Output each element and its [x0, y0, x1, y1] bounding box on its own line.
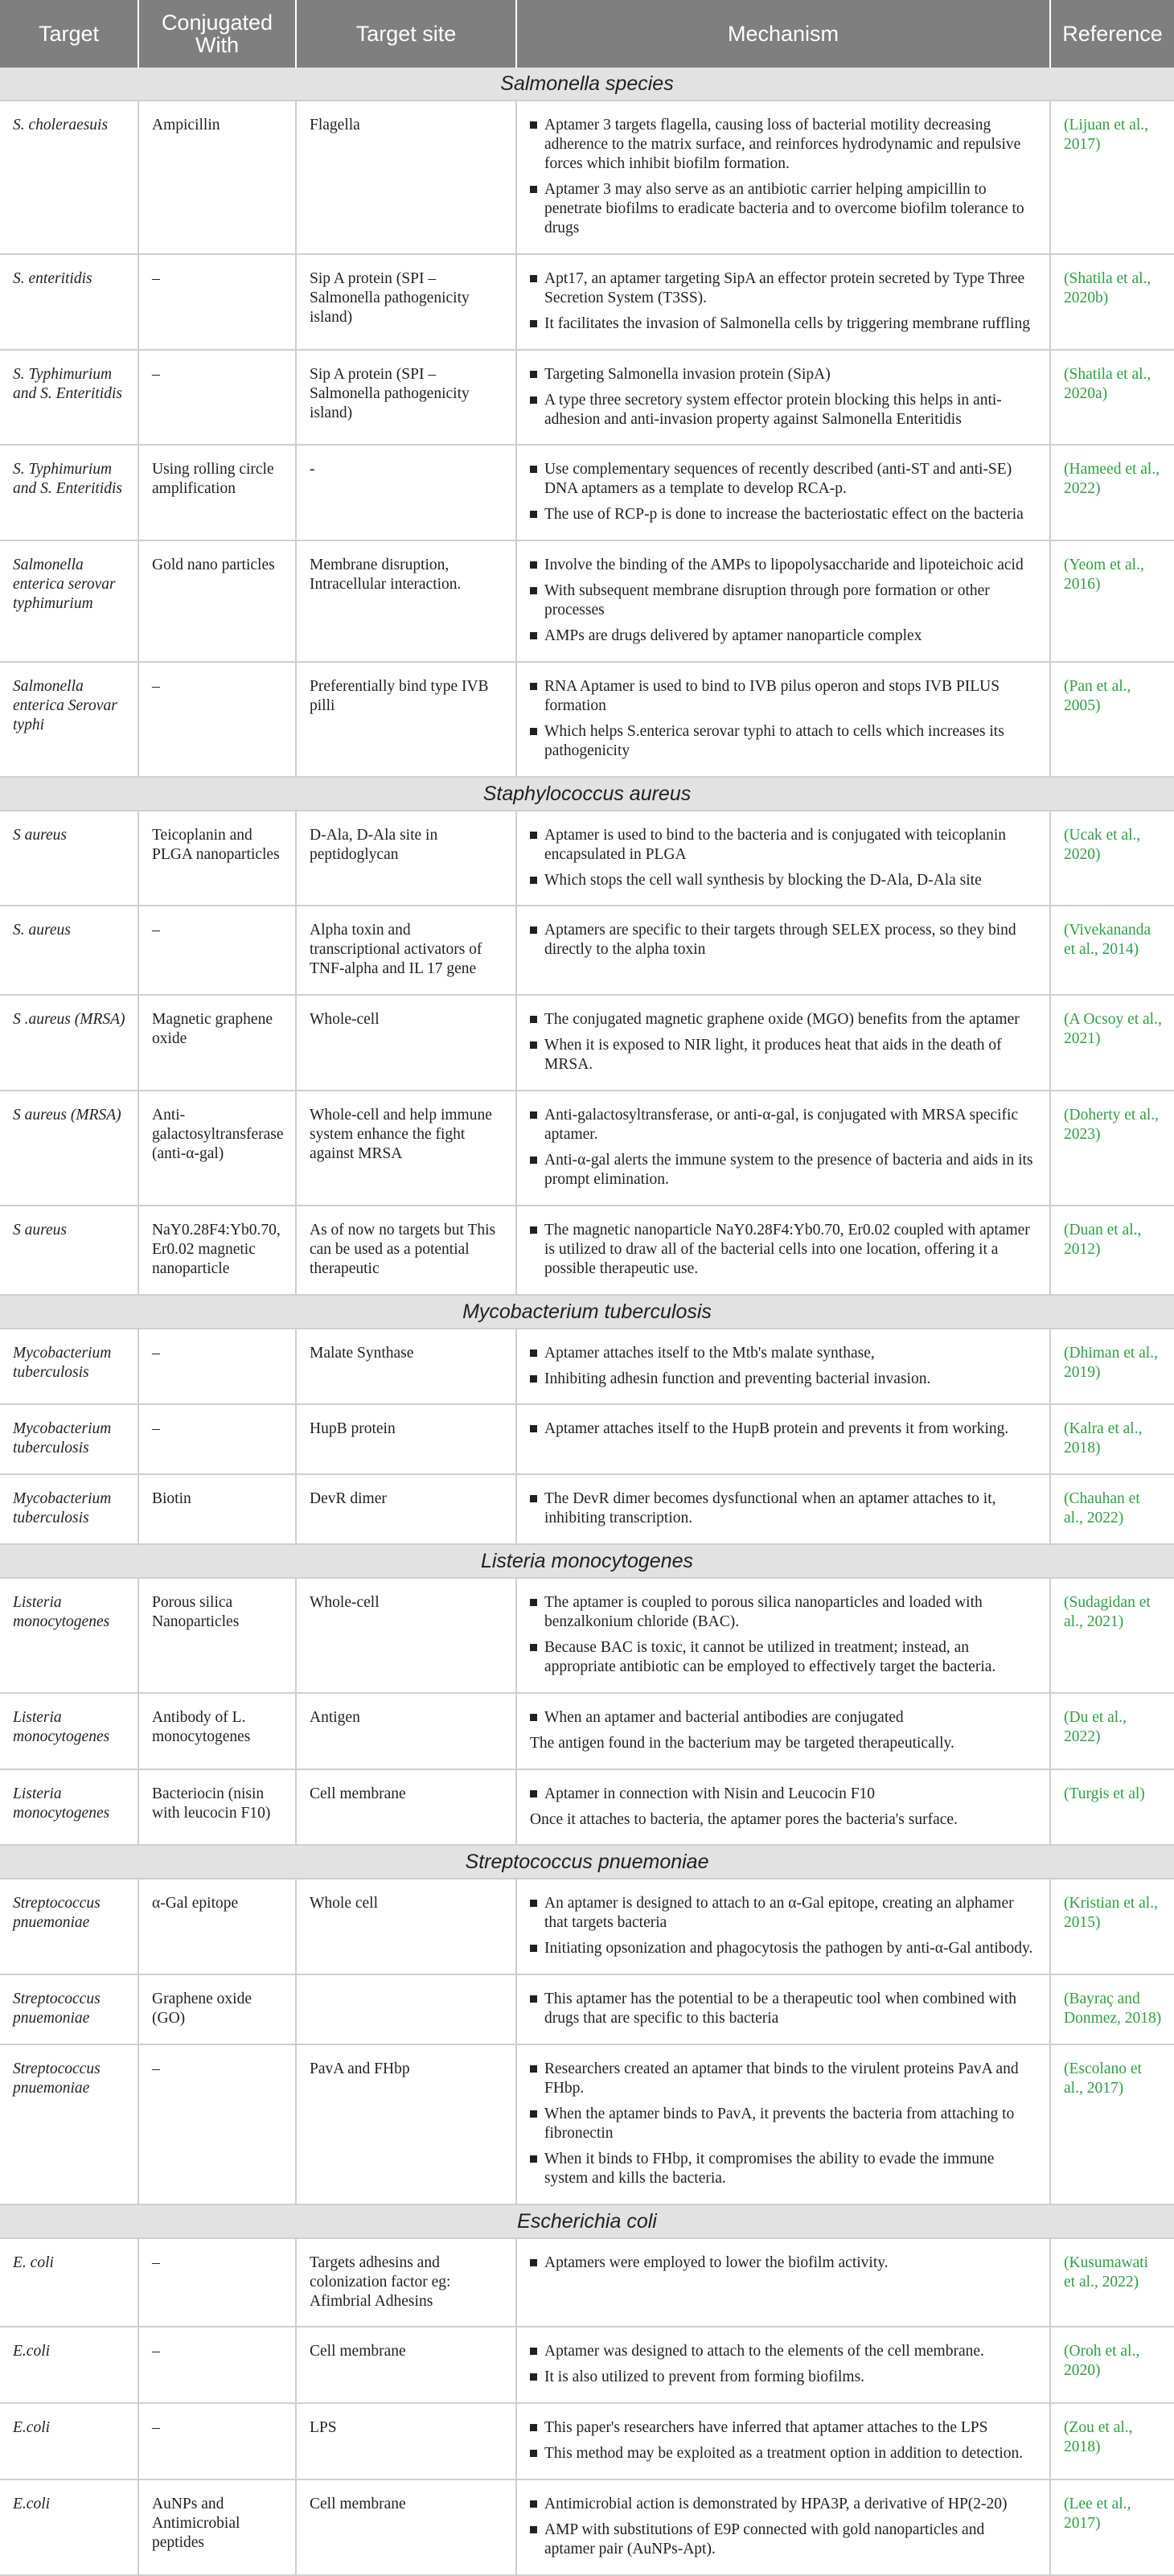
mechanism-text: When the aptamer binds to PavA, it prevents the bacteria from attaching to fibronectin [544, 2105, 1015, 2142]
group-row [0, 2204, 1174, 2238]
header-mechanism: Mechanism [516, 0, 1050, 68]
cell-reference[interactable]: (Lijuan et al., 2017) [1050, 101, 1174, 254]
cell-conjugated: Porous silica Nanoparticles [138, 1578, 296, 1693]
mechanism-text: This method may be exploited as a treatment option in addition to detection. [544, 2445, 1024, 2463]
square-bullet-icon [530, 1790, 537, 1797]
cell-mechanism [516, 1091, 1050, 1206]
mechanism-text: Aptamer is used to bind to the bacteria and is conjugated with teicoplanin encapsulated in PLGA [544, 826, 1007, 863]
mechanism-text: Which stops the cell wall synthesis by blocking the D-Ala, D-Ala site [544, 871, 982, 889]
mechanism-bullet [530, 627, 1038, 646]
mechanism-text: Anti-α-gal alerts the immune system to the presence of bacteria and aids in its prompt elimination. [544, 1152, 1033, 1189]
mechanism-text: Aptamer 3 may also serve as an antibiotic carrier helping ampicillin to penetrate biofilms to eradicate bacteria and to overcome biofilm tolerance to drugs [544, 181, 1024, 236]
cell-conjugated: Gold nano particles [138, 540, 296, 662]
cell-mechanism [516, 995, 1050, 1091]
cell-mechanism [516, 1974, 1050, 2044]
mechanism-text: Involve the binding of the AMPs to lipopolysaccharide and lipoteichoic acid [544, 557, 1024, 574]
square-bullet-icon [530, 2526, 537, 2533]
cell-mechanism [516, 662, 1050, 777]
mechanism-text: Antimicrobial action is demonstrated by HPA3P, a derivative of HP(2-20) [544, 2495, 1008, 2512]
cell-target-site: Membrane disruption, Intracellular interaction. [296, 540, 516, 662]
square-bullet-icon [530, 728, 537, 735]
square-bullet-icon [530, 2155, 537, 2163]
group-row [0, 1295, 1174, 1329]
cell-mechanism [516, 1404, 1050, 1474]
cell-mechanism [516, 2044, 1050, 2204]
square-bullet-icon [530, 466, 537, 473]
cell-reference[interactable]: (Escolano et al., 2017) [1050, 2044, 1174, 2204]
mechanism-text: It facilitates the invasion of Salmonella cells by triggering membrane ruffling [544, 314, 1030, 332]
cell-target-site: Flagella [296, 101, 516, 254]
cell-target: Streptococcus pnuemoniae [0, 2044, 138, 2204]
mechanism-bullet [530, 1785, 1038, 1804]
square-bullet-icon [530, 1644, 537, 1651]
mechanism-bullet [530, 460, 1038, 499]
mechanism-bullet [530, 2105, 1038, 2143]
mechanism-bullet [530, 871, 1038, 890]
table-body [0, 68, 1174, 2575]
mechanism-text: Apt17, an aptamer targeting SipA an effector protein secreted by Type Three Secretion System (T3SS). [544, 269, 1025, 306]
mechanism-text: This paper's researchers have inferred that aptamer attaches to the LPS [544, 2419, 988, 2437]
cell-conjugated: – [138, 1404, 296, 1474]
cell-mechanism [516, 906, 1050, 995]
square-bullet-icon [530, 1425, 537, 1432]
mechanism-text: Because BAC is toxic, it cannot be utilized in treatment; instead, an appropriate antibiotic can be employed to effectively target the bacteria. [544, 1638, 996, 1675]
mechanism-text: RNA Aptamer is used to bind to IVB pilus operon and stops IVB PILUS formation [544, 677, 1000, 714]
mechanism-text: Anti-galactosyltransferase, or anti-α-gal, is conjugated with MRSA specific aptamer. [544, 1107, 1019, 1144]
mechanism-text: When it is exposed to NIR light, it produces heat that aids in the death of MRSA. [544, 1037, 1002, 1074]
cell-target-site: Whole cell [296, 1879, 516, 1974]
cell-target: Streptococcus pnuemoniae [0, 1974, 138, 2044]
cell-target-site: Alpha toxin and transcriptional activators of TNF-alpha and IL 17 gene [296, 906, 516, 995]
table-row [0, 1404, 1174, 1474]
square-bullet-icon [530, 511, 537, 518]
mechanism-text: When an aptamer and bacterial antibodies are conjugated [544, 1708, 904, 1726]
cell-conjugated: Magnetic graphene oxide [138, 995, 296, 1091]
square-bullet-icon [530, 2500, 537, 2508]
cell-target: S aureus (MRSA) [0, 1091, 138, 1206]
mechanism-text: Inhibiting adhesin function and preventing bacterial invasion. [544, 1370, 931, 1387]
cell-conjugated: – [138, 662, 296, 777]
mechanism-text: The antigen found in the bacterium may be targeted therapeutically. [530, 1734, 954, 1752]
square-bullet-icon [530, 877, 537, 884]
square-bullet-icon [530, 1900, 537, 1907]
table-row [0, 906, 1174, 995]
mechanism-bullet [530, 2495, 1038, 2514]
cell-mechanism [516, 1206, 1050, 1295]
cell-target: S. Typhimurium and S. Enteritidis [0, 445, 138, 540]
mechanism-text: Researchers created an aptamer that binds to the virulent proteins PavA and FHbp. [544, 2060, 1019, 2097]
cell-conjugated: α-Gal epitope [138, 1879, 296, 1974]
mechanism-bullet [530, 1106, 1038, 1144]
cell-reference[interactable]: (Chauhan et al., 2022) [1050, 1474, 1174, 1544]
mechanism-bullet [530, 2444, 1038, 2463]
mechanism-bullet [530, 1939, 1038, 1958]
square-bullet-icon [530, 121, 537, 129]
group-title: Escherichia coli [0, 2204, 1174, 2238]
mechanism-bullet [530, 1221, 1038, 1279]
mechanism-bullet [530, 1370, 1038, 1389]
cell-target-site: Whole-cell and help immune system enhance the fight against MRSA [296, 1091, 516, 1206]
table-row [0, 662, 1174, 777]
square-bullet-icon [530, 832, 537, 839]
mechanism-bullet [530, 1638, 1038, 1677]
cell-target-site: Cell membrane [296, 1769, 516, 1846]
cell-reference[interactable]: (Kalra et al., 2018) [1050, 1404, 1174, 1474]
cell-conjugated: – [138, 254, 296, 350]
mechanism-text: AMPs are drugs delivered by aptamer nanoparticle complex [544, 627, 922, 645]
cell-mechanism [516, 2479, 1050, 2575]
mechanism-bullet [530, 2253, 1038, 2273]
group-title: Listeria monocytogenes [0, 1544, 1174, 1578]
table-row [0, 2044, 1174, 2204]
cell-conjugated: Teicoplanin and PLGA nanoparticles [138, 811, 296, 906]
mechanism-text: Aptamer in connection with Nisin and Leucocin F10 [544, 1785, 876, 1802]
cell-target: S. choleraesuis [0, 101, 138, 254]
mechanism-bullet [530, 180, 1038, 238]
cell-conjugated: Anti-galactosyltransferase (anti-α-gal) [138, 1091, 296, 1206]
square-bullet-icon [530, 1995, 537, 2003]
table-row [0, 1474, 1174, 1544]
table-row [0, 2238, 1174, 2327]
mechanism-text: Aptamer was designed to attach to the elements of the cell membrane. [544, 2343, 984, 2360]
cell-target: Listeria monocytogenes [0, 1693, 138, 1769]
mechanism-bullet [530, 677, 1038, 716]
mechanism-bullet [530, 2342, 1038, 2361]
cell-mechanism [516, 254, 1050, 350]
cell-target: S. enteritidis [0, 254, 138, 350]
cell-reference[interactable]: (Kusumawati et al., 2022) [1050, 2238, 1174, 2327]
table-row [0, 1329, 1174, 1405]
square-bullet-icon [530, 587, 537, 594]
cell-target-site [296, 1974, 516, 2044]
table-row [0, 1693, 1174, 1769]
mechanism-bullet [530, 314, 1038, 334]
cell-reference[interactable]: (Sudagidan et al., 2021) [1050, 1578, 1174, 1693]
square-bullet-icon [530, 2450, 537, 2457]
header-target-site: Target site [296, 0, 516, 68]
cell-conjugated: Antibody of L. monocytogenes [138, 1693, 296, 1769]
header-row [0, 0, 1174, 68]
square-bullet-icon [530, 1495, 537, 1502]
cell-reference[interactable]: (Duan et al., 2012) [1050, 1206, 1174, 1295]
mechanism-text: An aptamer is designed to attach to an α-Gal epitope, creating an alphamer that targets bacteria [544, 1895, 1014, 1932]
table-row [0, 995, 1174, 1091]
square-bullet-icon [530, 1111, 537, 1119]
mechanism-bullet [530, 1151, 1038, 1189]
square-bullet-icon [530, 396, 537, 404]
cell-target: Mycobacterium tuberculosis [0, 1329, 138, 1405]
mechanism-bullet [530, 2521, 1038, 2559]
square-bullet-icon [530, 2348, 537, 2355]
cell-target: E. coli [0, 2238, 138, 2327]
cell-reference[interactable]: (Du et al., 2022) [1050, 1693, 1174, 1769]
square-bullet-icon [530, 632, 537, 639]
mechanism-bullet [530, 1036, 1038, 1074]
mechanism-text: The magnetic nanoparticle NaY0.28F4:Yb0.70, Er0.02 coupled with aptamer is utilized to draw all of the bacterial cells into one location, offering it a possible therapeutic use. [544, 1221, 1030, 1277]
cell-reference[interactable]: (A Ocsoy et al., 2021) [1050, 995, 1174, 1091]
mechanism-text: With subsequent membrane disruption through pore formation or other processes [544, 582, 990, 619]
cell-mechanism [516, 445, 1050, 540]
mechanism-text: Once it attaches to bacteria, the aptamer pores the bacteria's surface. [530, 1810, 958, 1828]
cell-mechanism [516, 1693, 1050, 1769]
cell-target-site: Cell membrane [296, 2479, 516, 2575]
mechanism-text: Aptamer attaches itself to the HupB protein and prevents it from working. [544, 1420, 1009, 1438]
group-row [0, 1845, 1174, 1879]
header-target: Target [0, 0, 138, 68]
cell-target-site: HupB protein [296, 1404, 516, 1474]
cell-reference[interactable]: (Yeom et al., 2016) [1050, 540, 1174, 662]
cell-target-site: LPS [296, 2403, 516, 2479]
mechanism-bullet [530, 921, 1038, 959]
group-row [0, 1544, 1174, 1578]
mechanism-text: This aptamer has the potential to be a therapeutic tool when combined with drugs that are specific to this bacteria [544, 1991, 1016, 2028]
cell-target-site: Preferentially bind type IVB pilli [296, 662, 516, 777]
mechanism-bullet [530, 581, 1038, 620]
mechanism-text: The DevR dimer becomes dysfunctional when an aptamer attaches to it, inhibiting transcription. [544, 1490, 996, 1527]
cell-reference[interactable]: (Turgis et al) [1050, 1769, 1174, 1846]
square-bullet-icon [530, 561, 537, 569]
mechanism-text: Aptamers were employed to lower the biofilm activity. [544, 2253, 889, 2271]
mechanism-bullet [530, 2418, 1038, 2438]
mechanism-bullet [530, 1894, 1038, 1933]
mechanism-text: The aptamer is coupled to porous silica nanoparticles and loaded with benzalkonium chloride (BAC). [544, 1593, 983, 1630]
square-bullet-icon [530, 186, 537, 193]
square-bullet-icon [530, 1016, 537, 1023]
cell-target-site: Targets adhesins and colonization factor eg: Afimbrial Adhesins [296, 2238, 516, 2327]
cell-mechanism [516, 2327, 1050, 2403]
cell-target: Salmonella enterica serovar typhimurium [0, 540, 138, 662]
mechanism-bullet [530, 826, 1038, 865]
square-bullet-icon [530, 1714, 537, 1721]
mechanism-bullet [530, 1593, 1038, 1632]
mechanism-text: Initiating opsonization and phagocytosis the pathogen by anti-α-Gal antibody. [544, 1940, 1033, 1958]
mechanism-bullet [530, 365, 1038, 384]
mechanism-bullet [530, 1990, 1038, 2028]
cell-target: Salmonella enterica Serovar typhi [0, 662, 138, 777]
mechanism-bullet [530, 1708, 1038, 1728]
mechanism-bullet [530, 722, 1038, 761]
cell-target: S .aureus (MRSA) [0, 995, 138, 1091]
mechanism-text: Aptamer attaches itself to the Mtb's malate synthase, [544, 1344, 875, 1362]
square-bullet-icon [530, 2259, 537, 2266]
cell-conjugated: Graphene oxide (GO) [138, 1974, 296, 2044]
mechanism-text: Targeting Salmonella invasion protein (SipA) [544, 365, 831, 383]
table-row [0, 1974, 1174, 2044]
mechanism-text: The use of RCP-p is done to increase the bacteriostatic effect on the bacteria [544, 506, 1024, 524]
cell-reference[interactable]: (Vivekananda et al., 2014) [1050, 906, 1174, 995]
cell-mechanism [516, 540, 1050, 662]
cell-target: E.coli [0, 2403, 138, 2479]
cell-target-site: Malate Synthase [296, 1329, 516, 1405]
cell-target: S aureus [0, 1206, 138, 1295]
cell-mechanism [516, 2238, 1050, 2327]
mechanism-bullet [530, 116, 1038, 174]
mechanism-bullet [530, 391, 1038, 429]
square-bullet-icon [530, 2065, 537, 2073]
table-row [0, 1578, 1174, 1693]
square-bullet-icon [530, 2373, 537, 2381]
square-bullet-icon [530, 275, 537, 282]
mechanism-text: When it binds to FHbp, it compromises the ability to evade the immune system and kills the bacteria. [544, 2150, 995, 2187]
cell-conjugated: – [138, 906, 296, 995]
cell-conjugated: NaY0.28F4:Yb0.70, Er0.02 magnetic nanoparticle [138, 1206, 296, 1295]
table-row [0, 254, 1174, 350]
cell-target-site: Whole-cell [296, 995, 516, 1091]
table-row [0, 2327, 1174, 2403]
mechanism-bullet [530, 505, 1038, 524]
cell-target-site: Sip A protein (SPI – Salmonella pathogenicity island) [296, 350, 516, 446]
cell-target: Mycobacterium tuberculosis [0, 1474, 138, 1544]
square-bullet-icon [530, 371, 537, 378]
cell-conjugated: Using rolling circle amplification [138, 445, 296, 540]
table-header [0, 0, 1174, 68]
cell-mechanism [516, 350, 1050, 446]
cell-reference[interactable]: (Dhiman et al., 2019) [1050, 1329, 1174, 1405]
cell-conjugated: – [138, 350, 296, 446]
mechanism-bullet [530, 1489, 1038, 1528]
mechanism-bullet [530, 2368, 1038, 2387]
square-bullet-icon [530, 683, 537, 690]
cell-target: S. Typhimurium and S. Enteritidis [0, 350, 138, 446]
cell-target-site: PavA and FHbp [296, 2044, 516, 2204]
mechanism-bullet [530, 1010, 1038, 1029]
table-row [0, 350, 1174, 446]
cell-target: E.coli [0, 2479, 138, 2575]
cell-conjugated: Ampicillin [138, 101, 296, 254]
table-row [0, 445, 1174, 540]
cell-mechanism [516, 1578, 1050, 1693]
cell-conjugated: – [138, 1329, 296, 1405]
cell-target: S aureus [0, 811, 138, 906]
cell-conjugated: – [138, 2238, 296, 2327]
mechanism-bullet [530, 2060, 1038, 2098]
table-row [0, 2479, 1174, 2575]
square-bullet-icon [530, 1226, 537, 1234]
table-row [0, 811, 1174, 906]
square-bullet-icon [530, 1157, 537, 1164]
mechanism-bullet [530, 556, 1038, 575]
mechanism-text: Aptamers are specific to their targets through SELEX process, so they bind directly to the alpha toxin [544, 922, 1016, 959]
cell-reference[interactable]: (Zou et al., 2018) [1050, 2403, 1174, 2479]
cell-conjugated: – [138, 2327, 296, 2403]
cell-reference[interactable]: (Kristian et al., 2015) [1050, 1879, 1174, 1974]
cell-target-site: - [296, 445, 516, 540]
square-bullet-icon [530, 1375, 537, 1382]
header-conjugated: Conjugated With [138, 0, 296, 68]
mechanism-text: Use complementary sequences of recently described (anti-ST and anti-SE) DNA aptamers as a template to develop RCA-p. [544, 461, 1012, 498]
mechanism-text: AMP with substitutions of E9P connected with gold nanoparticles and aptamer pair (AuNPs-Apt). [544, 2521, 985, 2558]
cell-mechanism [516, 1769, 1050, 1846]
group-title: Streptococcus pnuemoniae [0, 1845, 1174, 1879]
group-title: Mycobacterium tuberculosis [0, 1295, 1174, 1329]
cell-target: Listeria monocytogenes [0, 1769, 138, 1846]
mechanism-text: Aptamer 3 targets flagella, causing loss of bacterial motility decreasing adherence to the matrix surface, and reinforces hydrodynamic and repulsive forces which inhibit biofilm formation. [544, 117, 1021, 172]
mechanism-text: It is also utilized to prevent from forming biofilms. [544, 2369, 865, 2386]
header-reference: Reference [1050, 0, 1174, 68]
cell-conjugated: – [138, 2403, 296, 2479]
cell-mechanism [516, 1879, 1050, 1974]
group-title: Salmonella species [0, 68, 1174, 101]
cell-mechanism [516, 1329, 1050, 1405]
square-bullet-icon [530, 1599, 537, 1606]
cell-conjugated: – [138, 2044, 296, 2204]
cell-reference[interactable]: (Doherty et al., 2023) [1050, 1091, 1174, 1206]
square-bullet-icon [530, 320, 537, 327]
cell-mechanism [516, 101, 1050, 254]
square-bullet-icon [530, 1945, 537, 1952]
cell-target-site: As of now no targets but This can be used as a potential therapeutic [296, 1206, 516, 1295]
table-row [0, 101, 1174, 254]
mechanism-line [530, 1734, 1038, 1753]
cell-target: Streptococcus pnuemoniae [0, 1879, 138, 1974]
cell-target-site: D-Ala, D-Ala site in peptidoglycan [296, 811, 516, 906]
cell-target: Listeria monocytogenes [0, 1578, 138, 1693]
cell-target-site: Sip A protein (SPI – Salmonella pathogenicity island) [296, 254, 516, 350]
cell-reference[interactable]: (Hameed et al., 2022) [1050, 445, 1174, 540]
group-row [0, 68, 1174, 101]
group-row [0, 777, 1174, 811]
cell-target-site: Whole-cell [296, 1578, 516, 1693]
square-bullet-icon [530, 2110, 537, 2118]
cell-mechanism [516, 2403, 1050, 2479]
table-row [0, 1879, 1174, 1974]
cell-target-site: Cell membrane [296, 2327, 516, 2403]
cell-reference[interactable]: (Ucak et al., 2020) [1050, 811, 1174, 906]
cell-target: Mycobacterium tuberculosis [0, 1404, 138, 1474]
mechanism-bullet [530, 2150, 1038, 2188]
cell-reference[interactable]: (Pan et al., 2005) [1050, 662, 1174, 777]
mechanism-bullet [530, 269, 1038, 308]
square-bullet-icon [530, 1041, 537, 1049]
cell-target-site: DevR dimer [296, 1474, 516, 1544]
table-row [0, 1091, 1174, 1206]
cell-target: S. aureus [0, 906, 138, 995]
cell-target: E.coli [0, 2327, 138, 2403]
table-row [0, 1769, 1174, 1846]
cell-conjugated: Bacteriocin (nisin with leucocin F10) [138, 1769, 296, 1846]
table-row [0, 540, 1174, 662]
cell-reference[interactable]: (Shatila et al., 2020a) [1050, 350, 1174, 446]
square-bullet-icon [530, 1350, 537, 1357]
cell-reference[interactable]: (Oroh et al., 2020) [1050, 2327, 1174, 2403]
square-bullet-icon [530, 2424, 537, 2431]
cell-reference[interactable]: (Shatila et al., 2020b) [1050, 254, 1174, 350]
mechanism-text: The conjugated magnetic graphene oxide (MGO) benefits from the aptamer [544, 1011, 1020, 1029]
cell-mechanism [516, 1474, 1050, 1544]
cell-mechanism [516, 811, 1050, 906]
square-bullet-icon [530, 926, 537, 934]
mechanism-text: Which helps S.enterica serovar typhi to attach to cells which increases its pathogenicity [544, 722, 1004, 759]
mechanism-bullet [530, 1419, 1038, 1439]
table-row [0, 1206, 1174, 1295]
mechanism-bullet [530, 1344, 1038, 1363]
cell-reference[interactable]: (Lee et al., 2017) [1050, 2479, 1174, 2575]
table-row [0, 2403, 1174, 2479]
mechanism-line [530, 1810, 1038, 1830]
group-title: Staphylococcus aureus [0, 777, 1174, 811]
cell-conjugated: AuNPs and Antimicrobial peptides [138, 2479, 296, 2575]
cell-conjugated: Biotin [138, 1474, 296, 1544]
mechanism-text: A type three secretory system effector protein blocking this helps in anti-adhesion and anti-invasion property against Salmonella Enteritidis [544, 391, 1002, 428]
cell-reference[interactable]: (Bayraç and Donmez, 2018) [1050, 1974, 1174, 2044]
cell-target-site: Antigen [296, 1693, 516, 1769]
